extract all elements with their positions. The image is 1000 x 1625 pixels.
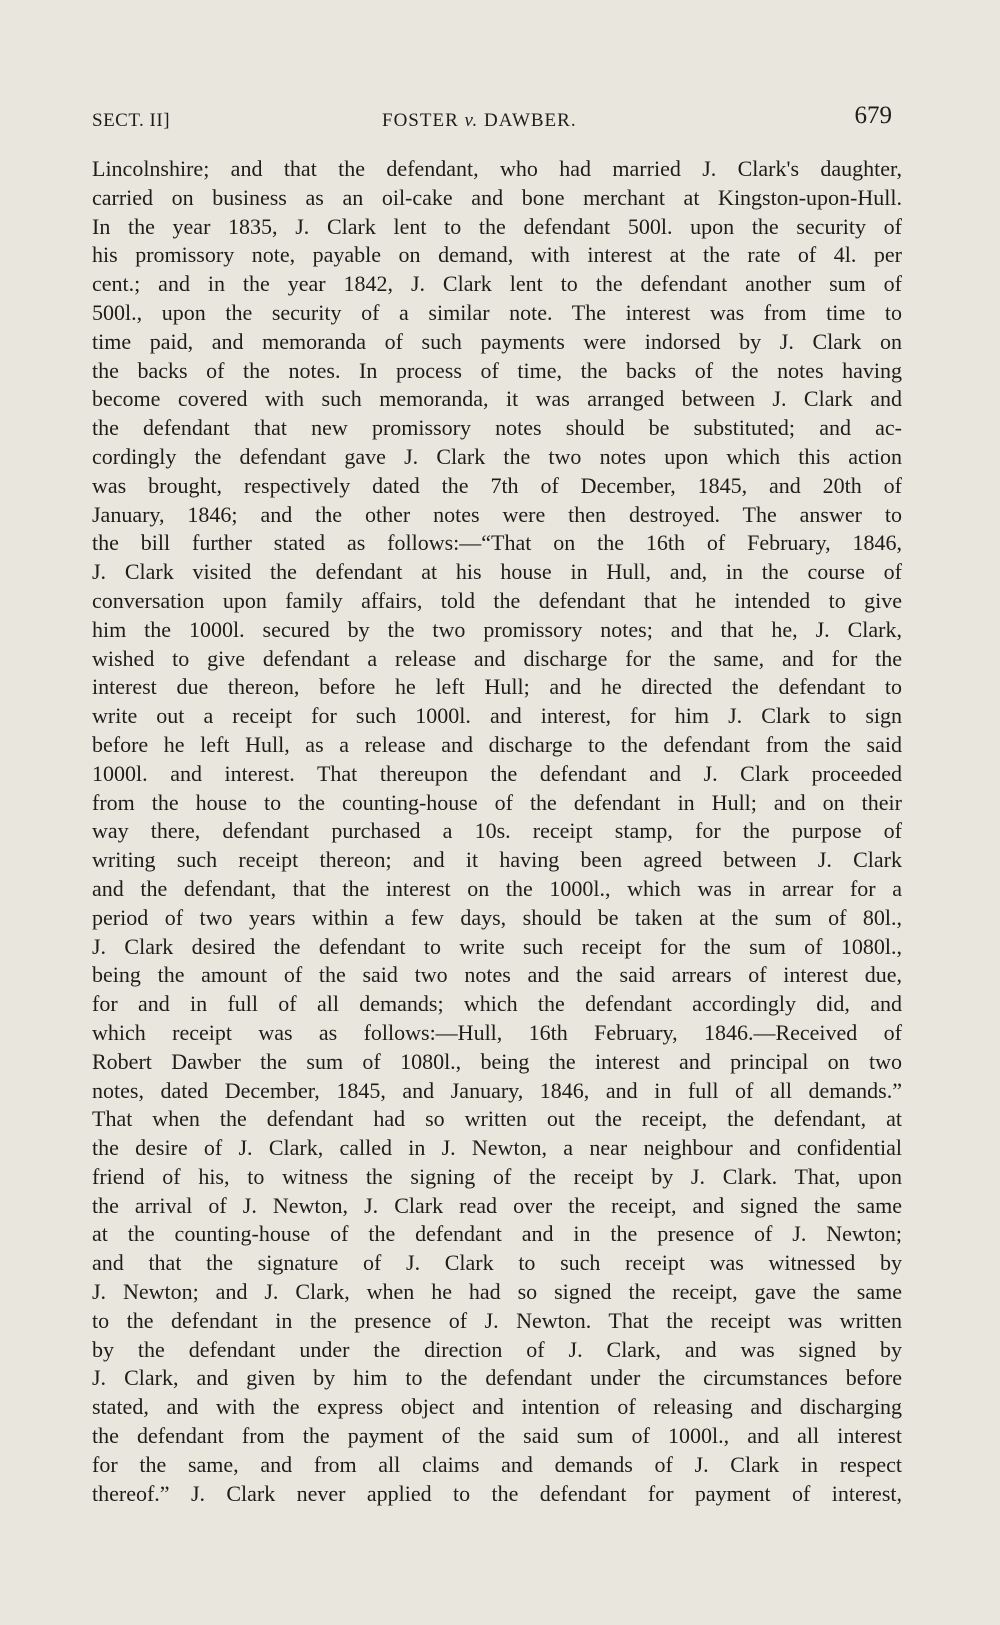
text-line: at the counting-house of the defendant and in the presence of J. Newton; [92, 1221, 902, 1247]
text-line: for and in full of all demands; which the defendant accordingly did, and [92, 991, 902, 1017]
text-line: cent.; and in the year 1842, J. Clark lent to the defendant another sum of [92, 271, 902, 297]
text-line: the arrival of J. Newton, J. Clark read over the receipt, and signed the same [92, 1192, 902, 1218]
case-title: FOSTER v. DAWBER. [382, 110, 577, 131]
text-line: cordingly the defendant gave J. Clark the two notes upon which this action [92, 443, 902, 469]
body-paragraph [92, 155, 902, 1508]
text-line: which receipt was as follows:—Hull, 16th February, 1846.—Received of [92, 1019, 902, 1045]
text-line: period of two years within a few days, should be taken at the sum of 80l., [92, 904, 902, 930]
text-line: become covered with such memoranda, it was arranged between J. Clark and [92, 386, 902, 412]
text-line: before he left Hull, as a release and discharge to the defendant from the said [92, 731, 902, 757]
text-line: thereof.” J. Clark never applied to the defendant for payment of interest, [92, 1480, 902, 1506]
text-line: stated, and with the express object and intention of releasing and discharging [92, 1394, 902, 1420]
text-line: the bill further stated as follows:—“That on the 16th of February, 1846, [92, 530, 902, 556]
text-line: 500l., upon the security of a similar note. The interest was from time to [92, 299, 902, 325]
text-line: write out a receipt for such 1000l. and interest, for him J. Clark to sign [92, 703, 902, 729]
section-label: SECT. II] [92, 110, 171, 131]
text-line: Lincolnshire; and that the defendant, who had married J. Clark's daughter, [92, 156, 902, 181]
text-line: interest due thereon, before he left Hull; and he directed the defendant to [92, 674, 902, 700]
text-line: J. Clark visited the defendant at his house in Hull, and, in the course of [92, 559, 902, 585]
text-line: time paid, and memoranda of such payments were indorsed by J. Clark on [92, 328, 902, 354]
text-line: 1000l. and interest. That thereupon the defendant and J. Clark proceeded [92, 760, 902, 786]
text-line: by the defendant under the direction of J. Clark, and was signed by [92, 1336, 902, 1362]
text-line: him the 1000l. secured by the two promissory notes; and that he, J. Clark, [92, 616, 902, 642]
running-header [92, 102, 892, 136]
text-line: Robert Dawber the sum of 1080l., being the interest and principal on two [92, 1048, 902, 1074]
text-line: being the amount of the said two notes and the said arrears of interest due, [92, 962, 902, 988]
text-line: J. Newton; and J. Clark, when he had so signed the receipt, gave the same [92, 1279, 902, 1305]
text-line: That when the defendant had so written out the receipt, the defendant, at [92, 1106, 902, 1132]
text-line: from the house to the counting-house of the defendant in Hull; and on their [92, 789, 902, 815]
text-line: writing such receipt thereon; and it having been agreed between J. Clark [92, 847, 902, 873]
text-line: J. Clark, and given by him to the defendant under the circumstances before [92, 1365, 902, 1391]
text-line: January, 1846; and the other notes were then destroyed. The answer to [92, 501, 902, 527]
text-line: the backs of the notes. In process of time, the backs of the notes having [92, 357, 902, 383]
text-line: and the defendant, that the interest on the 1000l., which was in arrear for a [92, 875, 902, 901]
text-line: was brought, respectively dated the 7th of December, 1845, and 20th of [92, 472, 902, 498]
text-line: his promissory note, payable on demand, with interest at the rate of 4l. per [92, 242, 902, 268]
text-line: notes, dated December, 1845, and January, 1846, and in full of all demands.” [92, 1077, 902, 1103]
text-line: In the year 1835, J. Clark lent to the defendant 500l. upon the security of [92, 213, 902, 239]
text-line: conversation upon family affairs, told the defendant that he intended to give [92, 587, 902, 613]
text-line: the defendant that new promissory notes should be substituted; and ac- [92, 415, 902, 441]
text-line: to the defendant in the presence of J. Newton. That the receipt was written [92, 1307, 902, 1333]
text-line: friend of his, to witness the signing of the receipt by J. Clark. That, upon [92, 1163, 902, 1189]
text-line: the desire of J. Clark, called in J. Newton, a near neighbour and confidential [92, 1135, 902, 1161]
text-line: the defendant from the payment of the said sum of 1000l., and all interest [92, 1423, 902, 1449]
text-line: way there, defendant purchased a 10s. receipt stamp, for the purpose of [92, 818, 902, 844]
page-number: 679 [854, 102, 892, 129]
text-line: wished to give defendant a release and discharge for the same, and for the [92, 645, 902, 671]
text-line: J. Clark desired the defendant to write such receipt for the sum of 1080l., [92, 933, 902, 959]
text-line: for the same, and from all claims and demands of J. Clark in respect [92, 1451, 902, 1477]
text-line: and that the signature of J. Clark to such receipt was witnessed by [92, 1250, 902, 1276]
text-line: carried on business as an oil-cake and bone merchant at Kingston-upon-Hull. [92, 184, 902, 210]
